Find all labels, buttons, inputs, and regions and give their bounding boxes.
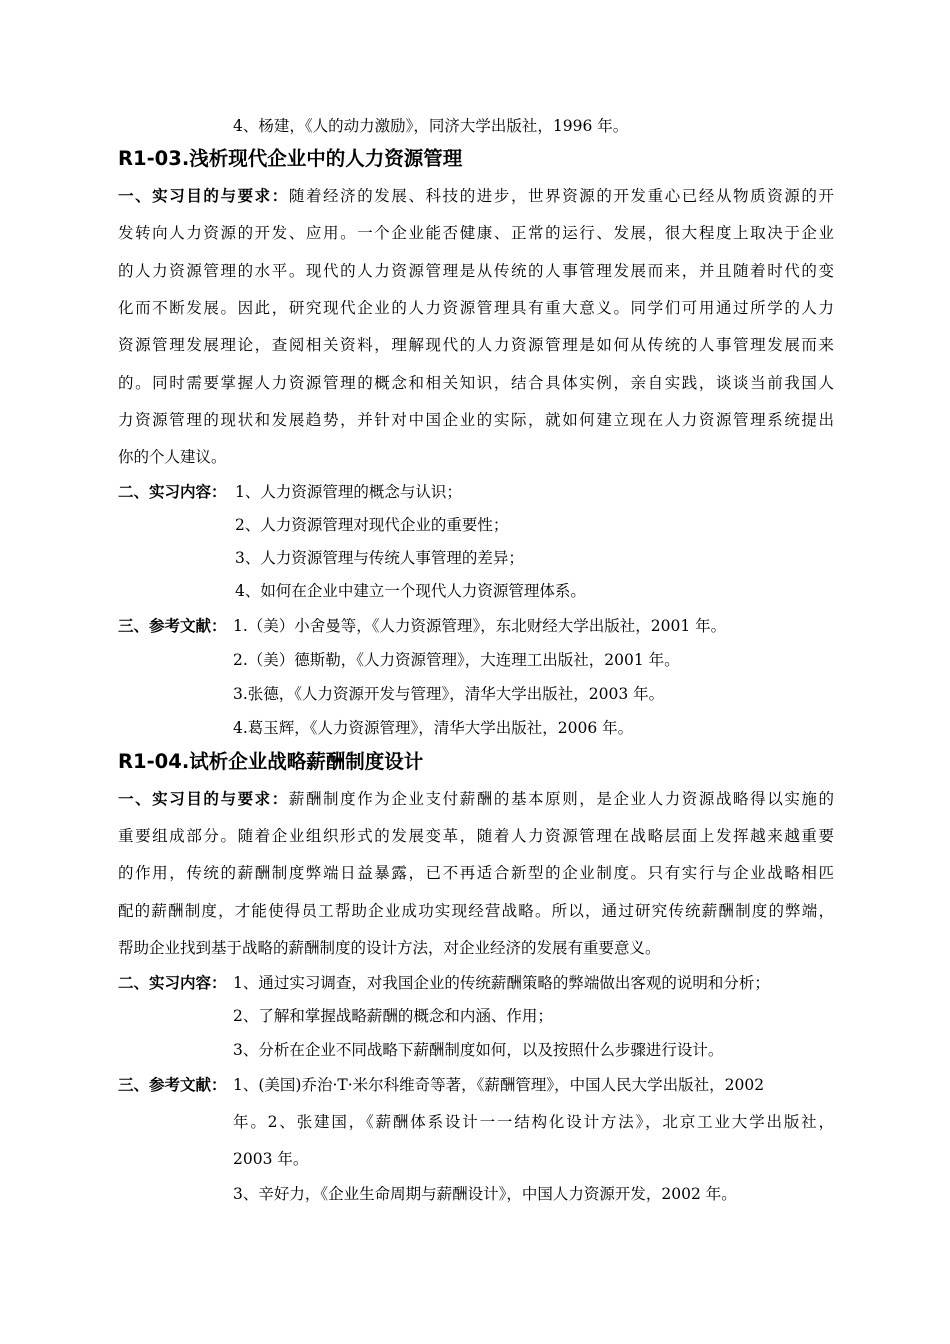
reference-item: 4.葛玉辉，《人力资源管理》，清华大学出版社，2006 年。 xyxy=(233,719,634,737)
paragraph-line: 力资源管理的现状和发展趋势，并针对中国企业的实际，就如何建立现在人力资源管理系统提出 xyxy=(118,411,834,429)
list-item: 2、人力资源管理对现代企业的重要性； xyxy=(235,516,509,534)
reference-item: 1、(美国)乔治·T·米尔科维奇等著，《薪酬管理》，中国人民大学出版社，2002 xyxy=(233,1076,765,1094)
paragraph-line: 的作用，传统的薪酬制度弊端日益暴露，已不再适合新型的企业制度。只有实行与企业战略相匹 xyxy=(118,864,834,882)
list-item: 1、通过实习调查，对我国企业的传统薪酬策略的弊端做出客观的说明和分析； xyxy=(233,974,770,992)
paragraph-line: 帮助企业找到基于战略的薪酬制度的设计方法，对企业经济的发展有重要意义。 xyxy=(118,939,661,957)
section-title-r1-03: R1-03.浅析现代企业中的人力资源管理 xyxy=(118,147,463,170)
paragraph-line: 你的个人建议。 xyxy=(118,448,227,466)
list-item: 3、人力资源管理与传统人事管理的差异； xyxy=(235,549,524,567)
paragraph-line: 的。同时需要掌握人力资源管理的概念和相关知识，结合具体实例，亲自实践，谈谈当前我国人 xyxy=(118,374,834,392)
paragraph-line: 发转向人力资源的开发、应用。一个企业能否健康、正常的运行、发展，很大程度上取决于企业 xyxy=(118,224,834,242)
purpose-label: 一、实习目的与要求： xyxy=(118,187,289,205)
list-item: 4、如何在企业中建立一个现代人力资源管理体系。 xyxy=(235,582,586,600)
content-label: 二、实习内容： xyxy=(118,974,227,992)
paragraph-line: 一、实习目的与要求：薪酬制度作为企业支付薪酬的基本原则，是企业人力资源战略得以实施的 xyxy=(118,790,834,808)
reference-item: 4、杨建，《人的动力激励》，同济大学出版社，1996 年。 xyxy=(233,117,629,135)
paragraph-line: 化而不断发展。因此，研究现代企业的人力资源管理具有重大意义。同学们可用通过所学的人力 xyxy=(118,299,834,317)
list-item: 3、分析在企业不同战略下薪酬制度如何，以及按照什么步骤进行设计。 xyxy=(233,1041,724,1059)
reference-item: 1.（美）小舍曼等，《人力资源管理》，东北财经大学出版社，2001 年。 xyxy=(233,617,727,635)
reference-item: 2.（美）德斯勒，《人力资源管理》，大连理工出版社，2001 年。 xyxy=(233,651,680,669)
paragraph-line: 资源管理发展理论，查阅相关资料，理解现代的人力资源管理是如何从传统的人事管理发展而来 xyxy=(118,336,834,354)
list-item: 2、了解和掌握战略薪酬的概念和内涵、作用； xyxy=(233,1007,553,1025)
references-label: 三、参考文献： xyxy=(118,1076,227,1094)
reference-item: 3、辛好力，《企业生命周期与薪酬设计》，中国人力资源开发，2002 年。 xyxy=(233,1185,737,1203)
paragraph-line: 的人力资源管理的水平。现代的人力资源管理是从传统的人事管理发展而来，并且随着时代的变 xyxy=(118,262,834,280)
paragraph-line: 一、实习目的与要求：随着经济的发展、科技的进步，世界资源的开发重心已经从物质资源的开 xyxy=(118,187,834,205)
reference-item: 年。2、张建国，《薪酬体系设计一一结构化设计方法》，北京工业大学出版社， xyxy=(233,1113,834,1131)
content-label: 二、实习内容： xyxy=(118,483,227,501)
paragraph-line: 重要组成部分。随着企业组织形式的发展变革，随着人力资源管理在战略层面上发挥越来越重要 xyxy=(118,827,834,845)
purpose-label: 一、实习目的与要求： xyxy=(118,790,289,808)
reference-item: 2003 年。 xyxy=(233,1150,309,1168)
paragraph-line: 配的薪酬制度，才能使得员工帮助企业成功实现经营战略。所以，通过研究传统薪酬制度的弊端， xyxy=(118,902,834,920)
section-title-r1-04: R1-04.试析企业战略薪酬制度设计 xyxy=(118,750,424,773)
references-label: 三、参考文献： xyxy=(118,617,227,635)
list-item: 1、人力资源管理的概念与认识； xyxy=(235,483,462,501)
reference-item: 3.张德，《人力资源开发与管理》，清华大学出版社，2003 年。 xyxy=(233,685,665,703)
